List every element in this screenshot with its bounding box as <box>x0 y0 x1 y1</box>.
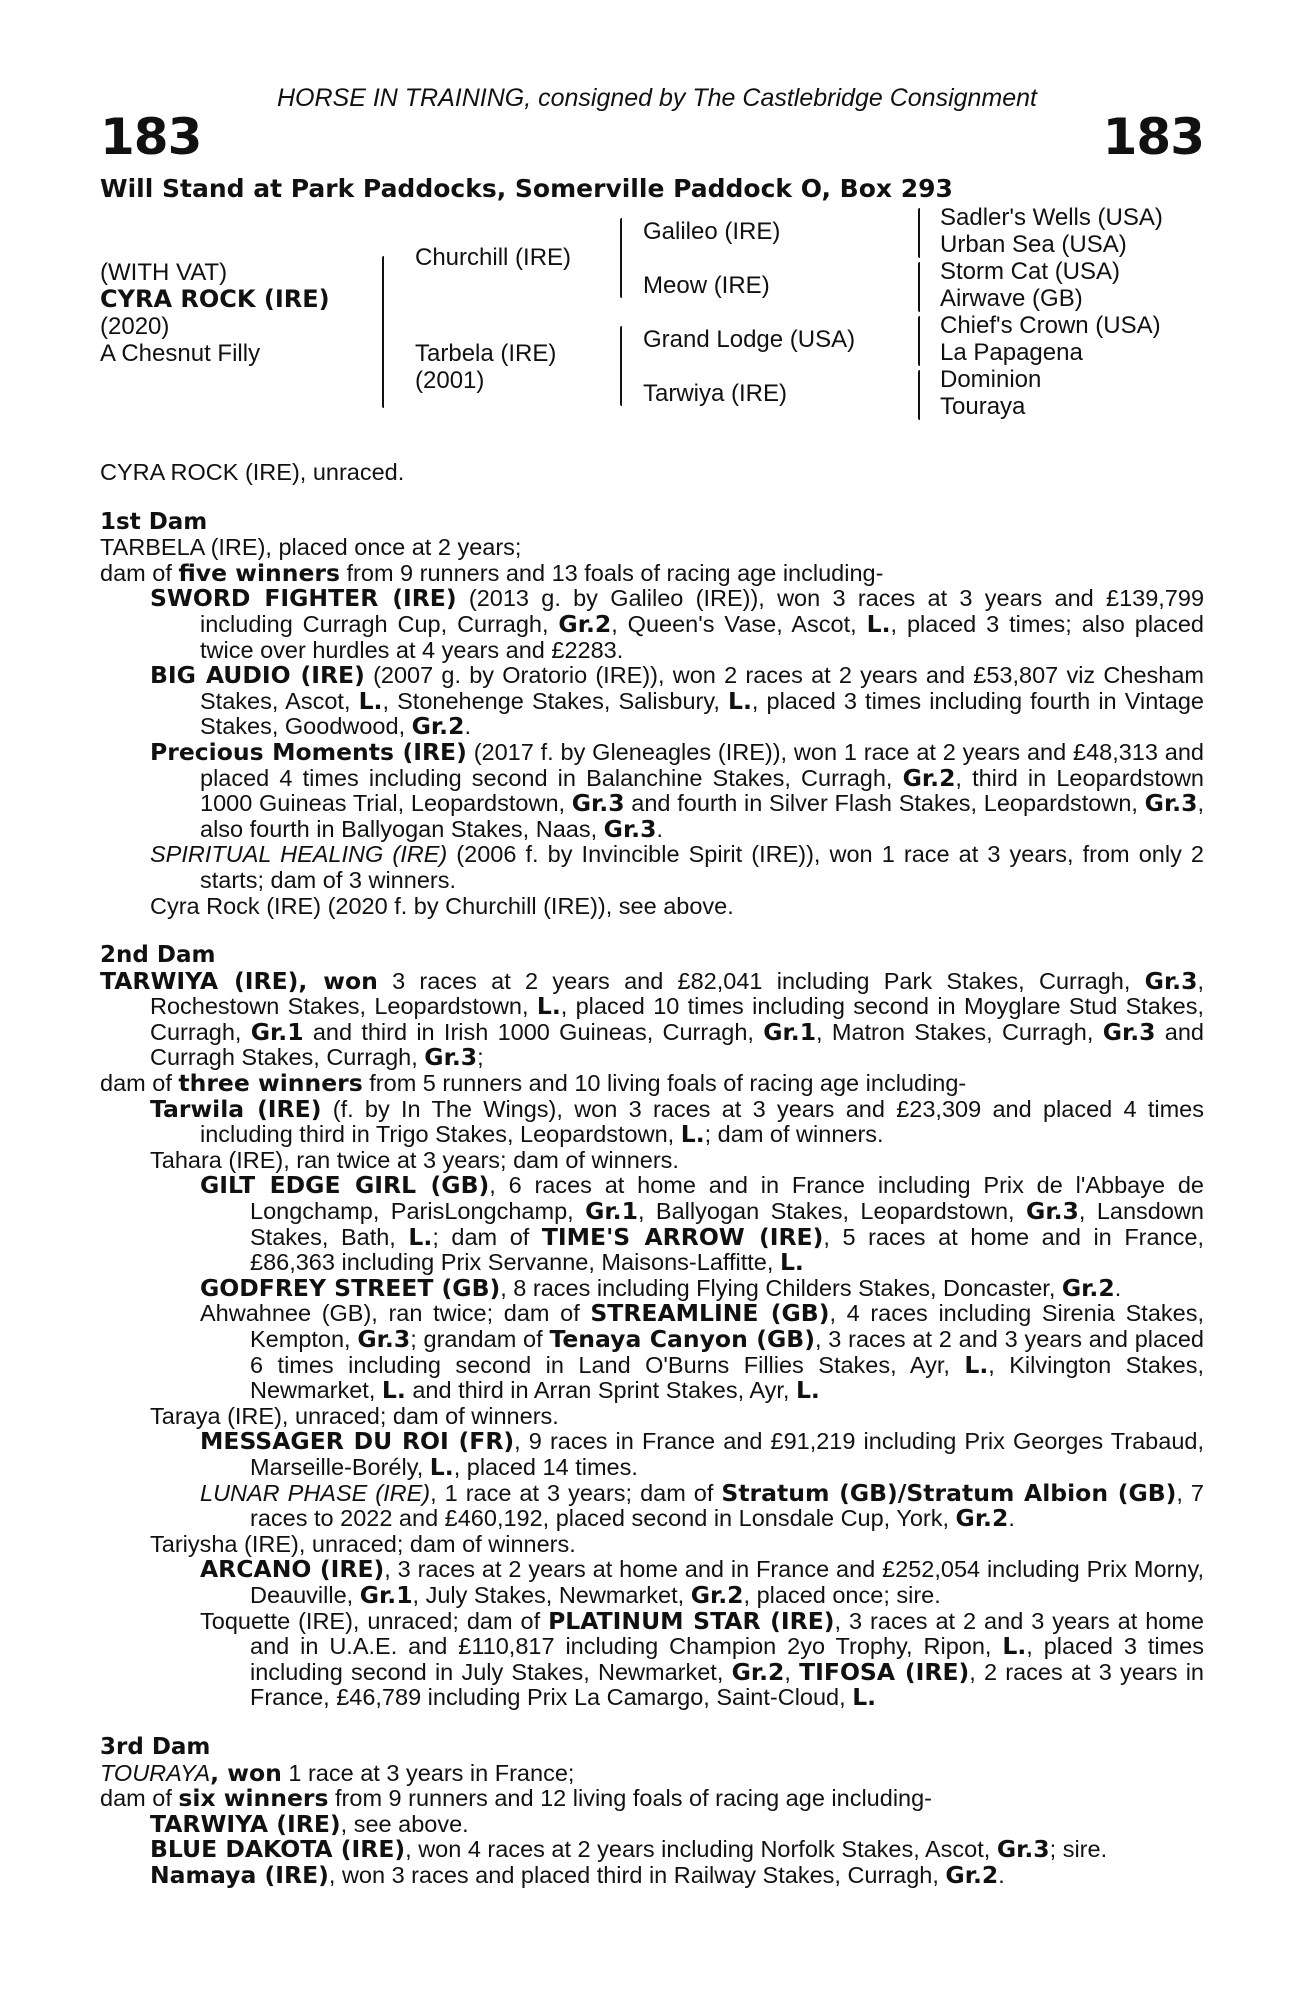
pedigree-brace <box>620 218 622 298</box>
first-dam-line: TARBELA (IRE), placed once at 2 years; <box>100 534 522 561</box>
second-dam-produce-line: dam of three winners from 5 runners and 10 living foals of racing age including- <box>100 1069 967 1098</box>
dam-year: (2001) <box>415 367 485 394</box>
pedigree-brace <box>918 208 920 258</box>
produce-entry: Namaya (IRE), won 3 races and placed third in Railway Stakes, Curragh, Gr.2. <box>150 1860 1005 1889</box>
pedigree-brace <box>918 316 920 366</box>
first-dam-produce-line: dam of five winners from 9 runners and 13 foals of racing age including- <box>100 558 884 587</box>
produce-entry: Ahwahnee (GB), ran twice; dam of STREAMLINE (GB), 4 races including Sirenia Stakes, Kempton, Gr.3; grandam of Tenaya Canyon (GB), 3 races at 2 and 3 years and placed 6 times including second in Land O'Burns Fillies Stakes, Ayr, L., Kilvington Stakes, Newmarket, L. and third in Arran Sprint Stakes, Ayr, L. <box>200 1299 1205 1405</box>
gen3-5: Chief's Crown (USA) <box>940 312 1161 339</box>
produce-entry: MESSAGER DU ROI (FR), 9 races in France and £91,219 including Prix Georges Trabaud, Marseille-Borély, L., placed 14 times. <box>200 1427 1204 1481</box>
dam: Tarbela (IRE) <box>415 340 557 367</box>
sire-dam: Meow (IRE) <box>643 272 770 299</box>
gen3-6: La Papagena <box>940 339 1083 366</box>
catalogue-header: HORSE IN TRAINING, consigned by The Castlebridge Consignment <box>276 84 1038 112</box>
produce-entry: Tariysha (IRE), unraced; dam of winners. <box>150 1530 576 1557</box>
gen3-2: Urban Sea (USA) <box>940 231 1127 258</box>
produce-entry: SPIRITUAL HEALING (IRE) (2006 f. by Invincible Spirit (IRE)), won 1 race at 3 years, from only 2 starts; dam of 3 winners. <box>150 841 1204 893</box>
produce-entry: Cyra Rock (IRE) (2020 f. by Churchill (IRE)), see above. <box>150 892 734 919</box>
pedigree-notes <box>100 460 1204 1888</box>
produce-entry: TARWIYA (IRE), see above. <box>150 1809 469 1838</box>
dam-dam: Tarwiya (IRE) <box>643 380 788 407</box>
horse-year: (2020) <box>100 313 170 340</box>
pedigree-brace <box>918 370 920 420</box>
produce-entry: Taraya (IRE), unraced; dam of winners. <box>150 1402 559 1429</box>
gen3-1: Sadler's Wells (USA) <box>940 204 1163 231</box>
produce-entry: LUNAR PHASE (IRE), 1 race at 3 years; dam of Stratum (GB)/Stratum Albion (GB), 7 races to 2022 and £460,192, placed second in Lonsdale Cup, York, Gr.2. <box>200 1478 1204 1533</box>
lot-number-left: 183 <box>100 108 202 166</box>
pedigree-brace <box>620 326 622 406</box>
produce-entry: BIG AUDIO (IRE) (2007 g. by Oratorio (IRE)), won 2 races at 2 years and £53,807 viz Chesham Stakes, Ascot, L., Stonehenge Stakes, Salisbury, L., placed 3 times including fourth in Vintage Stakes, Goodwood, Gr.2. <box>150 661 1204 741</box>
gen3-3: Storm Cat (USA) <box>940 258 1121 285</box>
intro-line: CYRA ROCK (IRE), unraced. <box>100 459 405 485</box>
produce-entry: Precious Moments (IRE) (2017 f. by Gleneagles (IRE)), won 1 race at 2 years and £48,313 and placed 4 times including second in Balanchine Stakes, Curragh, Gr.2, third in Leopardstown 1000 Guineas Trial, Leopardstown, Gr.3 and fourth in Silver Flash Stakes, Leopardstown, Gr.3, also fourth in Ballyogan Stakes, Naas, Gr.3. <box>150 737 1204 843</box>
third-dam-entry: TOURAYA, won 1 race at 3 years in France; <box>100 1758 575 1787</box>
gen3-7: Dominion <box>940 366 1042 393</box>
produce-entry: SWORD FIGHTER (IRE) (2013 g. by Galileo (IRE)), won 3 races at 3 years and £139,799 including Curragh Cup, Curragh, Gr.2, Queen's Vase, Ascot, L., placed 3 times; also placed twice over hurdles at 4 years and £2283. <box>150 584 1205 663</box>
stand-location: Will Stand at Park Paddocks, Somerville Paddock O, Box 293 <box>100 174 953 203</box>
produce-entry: Tahara (IRE), ran twice at 3 years; dam of winners. <box>150 1146 679 1173</box>
second-dam-heading: 2nd Dam <box>100 942 216 969</box>
first-dam-heading: 1st Dam <box>100 508 208 535</box>
produce-entry: BLUE DAKOTA (IRE), won 4 races at 2 years including Norfolk Stakes, Ascot, Gr.3; sire. <box>150 1835 1108 1864</box>
second-dam-entry: TARWIYA (IRE), won 3 races at 2 years and £82,041 including Park Stakes, Curragh, Gr.3, Rochestown Stakes, Leopardstown, L., placed 10 times including second in Moyglare Stud Stakes, Curragh, Gr.1 and third in Irish 1000 Guineas, Curragh, Gr.1, Matron Stakes, Curragh, Gr.3 and Curragh Stakes, Curragh, Gr.3; <box>100 966 1204 1072</box>
produce-entry: GODFREY STREET (GB), 8 races including Flying Childers Stakes, Doncaster, Gr.2. <box>200 1273 1122 1302</box>
vat-note: (WITH VAT) <box>100 259 228 286</box>
horse-description: A Chesnut Filly <box>100 340 261 367</box>
sire: Churchill (IRE) <box>415 244 572 271</box>
pedigree-brace <box>918 262 920 312</box>
third-dam-heading: 3rd Dam <box>100 1733 211 1760</box>
produce-entry: ARCANO (IRE), 3 races at 2 years at home and in France and £252,054 including Prix Morny, Deauville, Gr.1, July Stakes, Newmarket, Gr.2, placed once; sire. <box>200 1555 1205 1609</box>
lot-number-right: 183 <box>1102 108 1204 166</box>
produce-entry: GILT EDGE GIRL (GB), 6 races at home and in France including Prix de l'Abbaye de Longchamp, ParisLongchamp, Gr.1, Ballyogan Stakes, Leopardstown, Gr.3, Lansdown Stakes, Bath, L.; dam of TIME'S ARROW (IRE), 5 races at home and in France, £86,363 including Prix Servanne, Maisons-Laffitte, L. <box>200 1171 1204 1277</box>
produce-entry: Toquette (IRE), unraced; dam of PLATINUM STAR (IRE), 3 races at 2 and 3 years at home and in U.A.E. and £110,817 including Champion 2yo Trophy, Ripon, L., placed 3 times including second in July Stakes, Newmarket, Gr.2, TIFOSA (IRE), 2 races at 3 years in France, £46,789 including Prix La Camargo, Saint-Cloud, L. <box>200 1606 1204 1712</box>
produce-entry: Tarwila (IRE) (f. by In The Wings), won 3 races at 3 years and £23,309 and placed 4 times including third in Trigo Stakes, Leopardstown, L.; dam of winners. <box>150 1094 1204 1149</box>
sire-sire: Galileo (IRE) <box>643 218 781 245</box>
dam-sire: Grand Lodge (USA) <box>643 326 856 353</box>
horse-name: CYRA ROCK (IRE) <box>100 285 330 313</box>
third-dam-produce-line: dam of six winners from 9 runners and 12 living foals of racing age including- <box>100 1784 933 1813</box>
gen3-8: Touraya <box>940 393 1026 420</box>
gen3-4: Airwave (GB) <box>940 285 1083 312</box>
pedigree-brace <box>382 256 384 408</box>
